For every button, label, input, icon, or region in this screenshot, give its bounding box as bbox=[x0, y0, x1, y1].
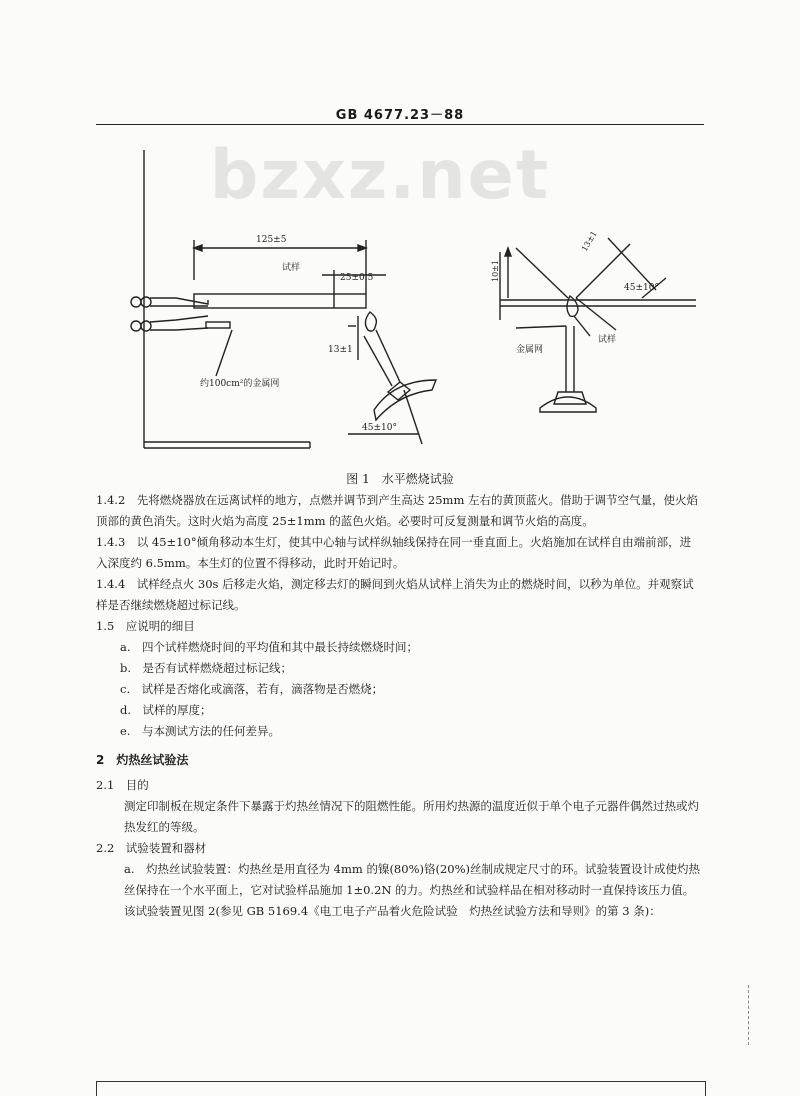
para-1-4-4: 1.4.4 试样经点火 30s 后移走火焰，测定移去灯的瞬间到火焰从试样上消失为止的燃烧时间，以秒为单位。并观察试样是否继续燃烧超过标记线。 bbox=[96, 577, 694, 612]
list-item-a: a. 四个试样燃烧时间的平均值和其中最长持续燃烧时间； bbox=[120, 640, 419, 654]
section-2-heading: 2 灼热丝试验法 bbox=[96, 753, 189, 767]
footer-frame bbox=[96, 1081, 706, 1096]
dim-13-right: 13±1 bbox=[579, 229, 599, 253]
para-1-4-3: 1.4.3 以 45±10°倾角移动本生灯，使其中心轴与试样纵轴线保持在同一垂直面上。火焰施加在试样自由端前部，进入深度约 6.5mm。本生灯的位置不得移动，此时开始记时。 bbox=[96, 535, 692, 570]
dim-length-125: 125±5 bbox=[256, 235, 287, 245]
label-mesh-left: 约100cm²的金属网 bbox=[200, 379, 280, 389]
label-mesh-right: 金属网 bbox=[516, 345, 544, 355]
clamp-arm bbox=[150, 298, 208, 304]
standard-code-header: GB 4677.23－88 bbox=[335, 108, 465, 123]
dim-10: 10±1 bbox=[491, 260, 500, 282]
dim-25: 25±0.5 bbox=[340, 273, 374, 283]
list-item-d: d. 试样的厚度； bbox=[120, 703, 212, 717]
list-item-e: e. 与本测试方法的任何差异。 bbox=[120, 724, 280, 738]
burner-tube-left bbox=[364, 336, 392, 386]
dim-angle-right: 45±10° bbox=[624, 283, 659, 293]
heading-1-5: 1.5 应说明的细目 bbox=[96, 619, 195, 633]
figure-caption: 图 1 水平燃烧试验 bbox=[346, 472, 454, 486]
watermark: bzxz.net bbox=[209, 136, 551, 215]
specimen bbox=[194, 294, 366, 308]
body-text bbox=[96, 490, 700, 922]
clamp-lower bbox=[131, 321, 141, 331]
label-sample-right: 试样 bbox=[598, 335, 617, 345]
heading-2-1: 2.1 目的 bbox=[96, 778, 149, 792]
header-rule bbox=[96, 124, 704, 125]
para-2-1-text: 测定印制板在规定条件下暴露于灼热丝情况下的阻燃性能。所用灼热源的温度近似于单个电子元器件偶然过热或灼热发红的等级。 bbox=[124, 799, 699, 834]
label-sample-left: 试样 bbox=[282, 263, 301, 273]
list-item-b: b. 是否有试样燃烧超过标记线； bbox=[120, 661, 293, 675]
margin-ticks bbox=[748, 985, 753, 1045]
para-2-2-a: a. 灼热丝试验装置：灼热丝是用直径为 4mm 的镍(80%)铬(20%)丝制成规定尺寸的环。试验装置设计成使灼热丝保持在一个水平面上，它对试验样品施加 1±0.2N 的力。灼热丝和试验样品在相对移动时一直保持该压力值。该试验装置见图 2(参见 GB 5169.4《电工电子产品着火危险试验 灼热丝试验方法和导则》的第 3 条)： bbox=[124, 862, 701, 918]
clamp-upper bbox=[131, 297, 141, 307]
para-1-4-2: 1.4.2 先将燃烧器放在远离试样的地方，点燃并调节到产生高达 25mm 左右的黄顶蓝火。借助于调节空气量，使火焰顶部的黄色消失。这时火焰为高度 25±1mm 的蓝色火焰。必要时可反复测量和调节火焰的高度。 bbox=[96, 493, 699, 528]
burner-tube-right bbox=[376, 330, 400, 382]
dim-13: 13±1 bbox=[328, 345, 353, 355]
flame bbox=[365, 312, 376, 331]
dim-angle-left: 45±10° bbox=[362, 423, 397, 433]
metal-mesh bbox=[206, 322, 230, 328]
list-item-c: c. 试样是否熔化或滴落，若有，滴落物是否燃烧； bbox=[120, 682, 384, 696]
heading-2-2: 2.2 试验装置和器材 bbox=[96, 841, 207, 855]
